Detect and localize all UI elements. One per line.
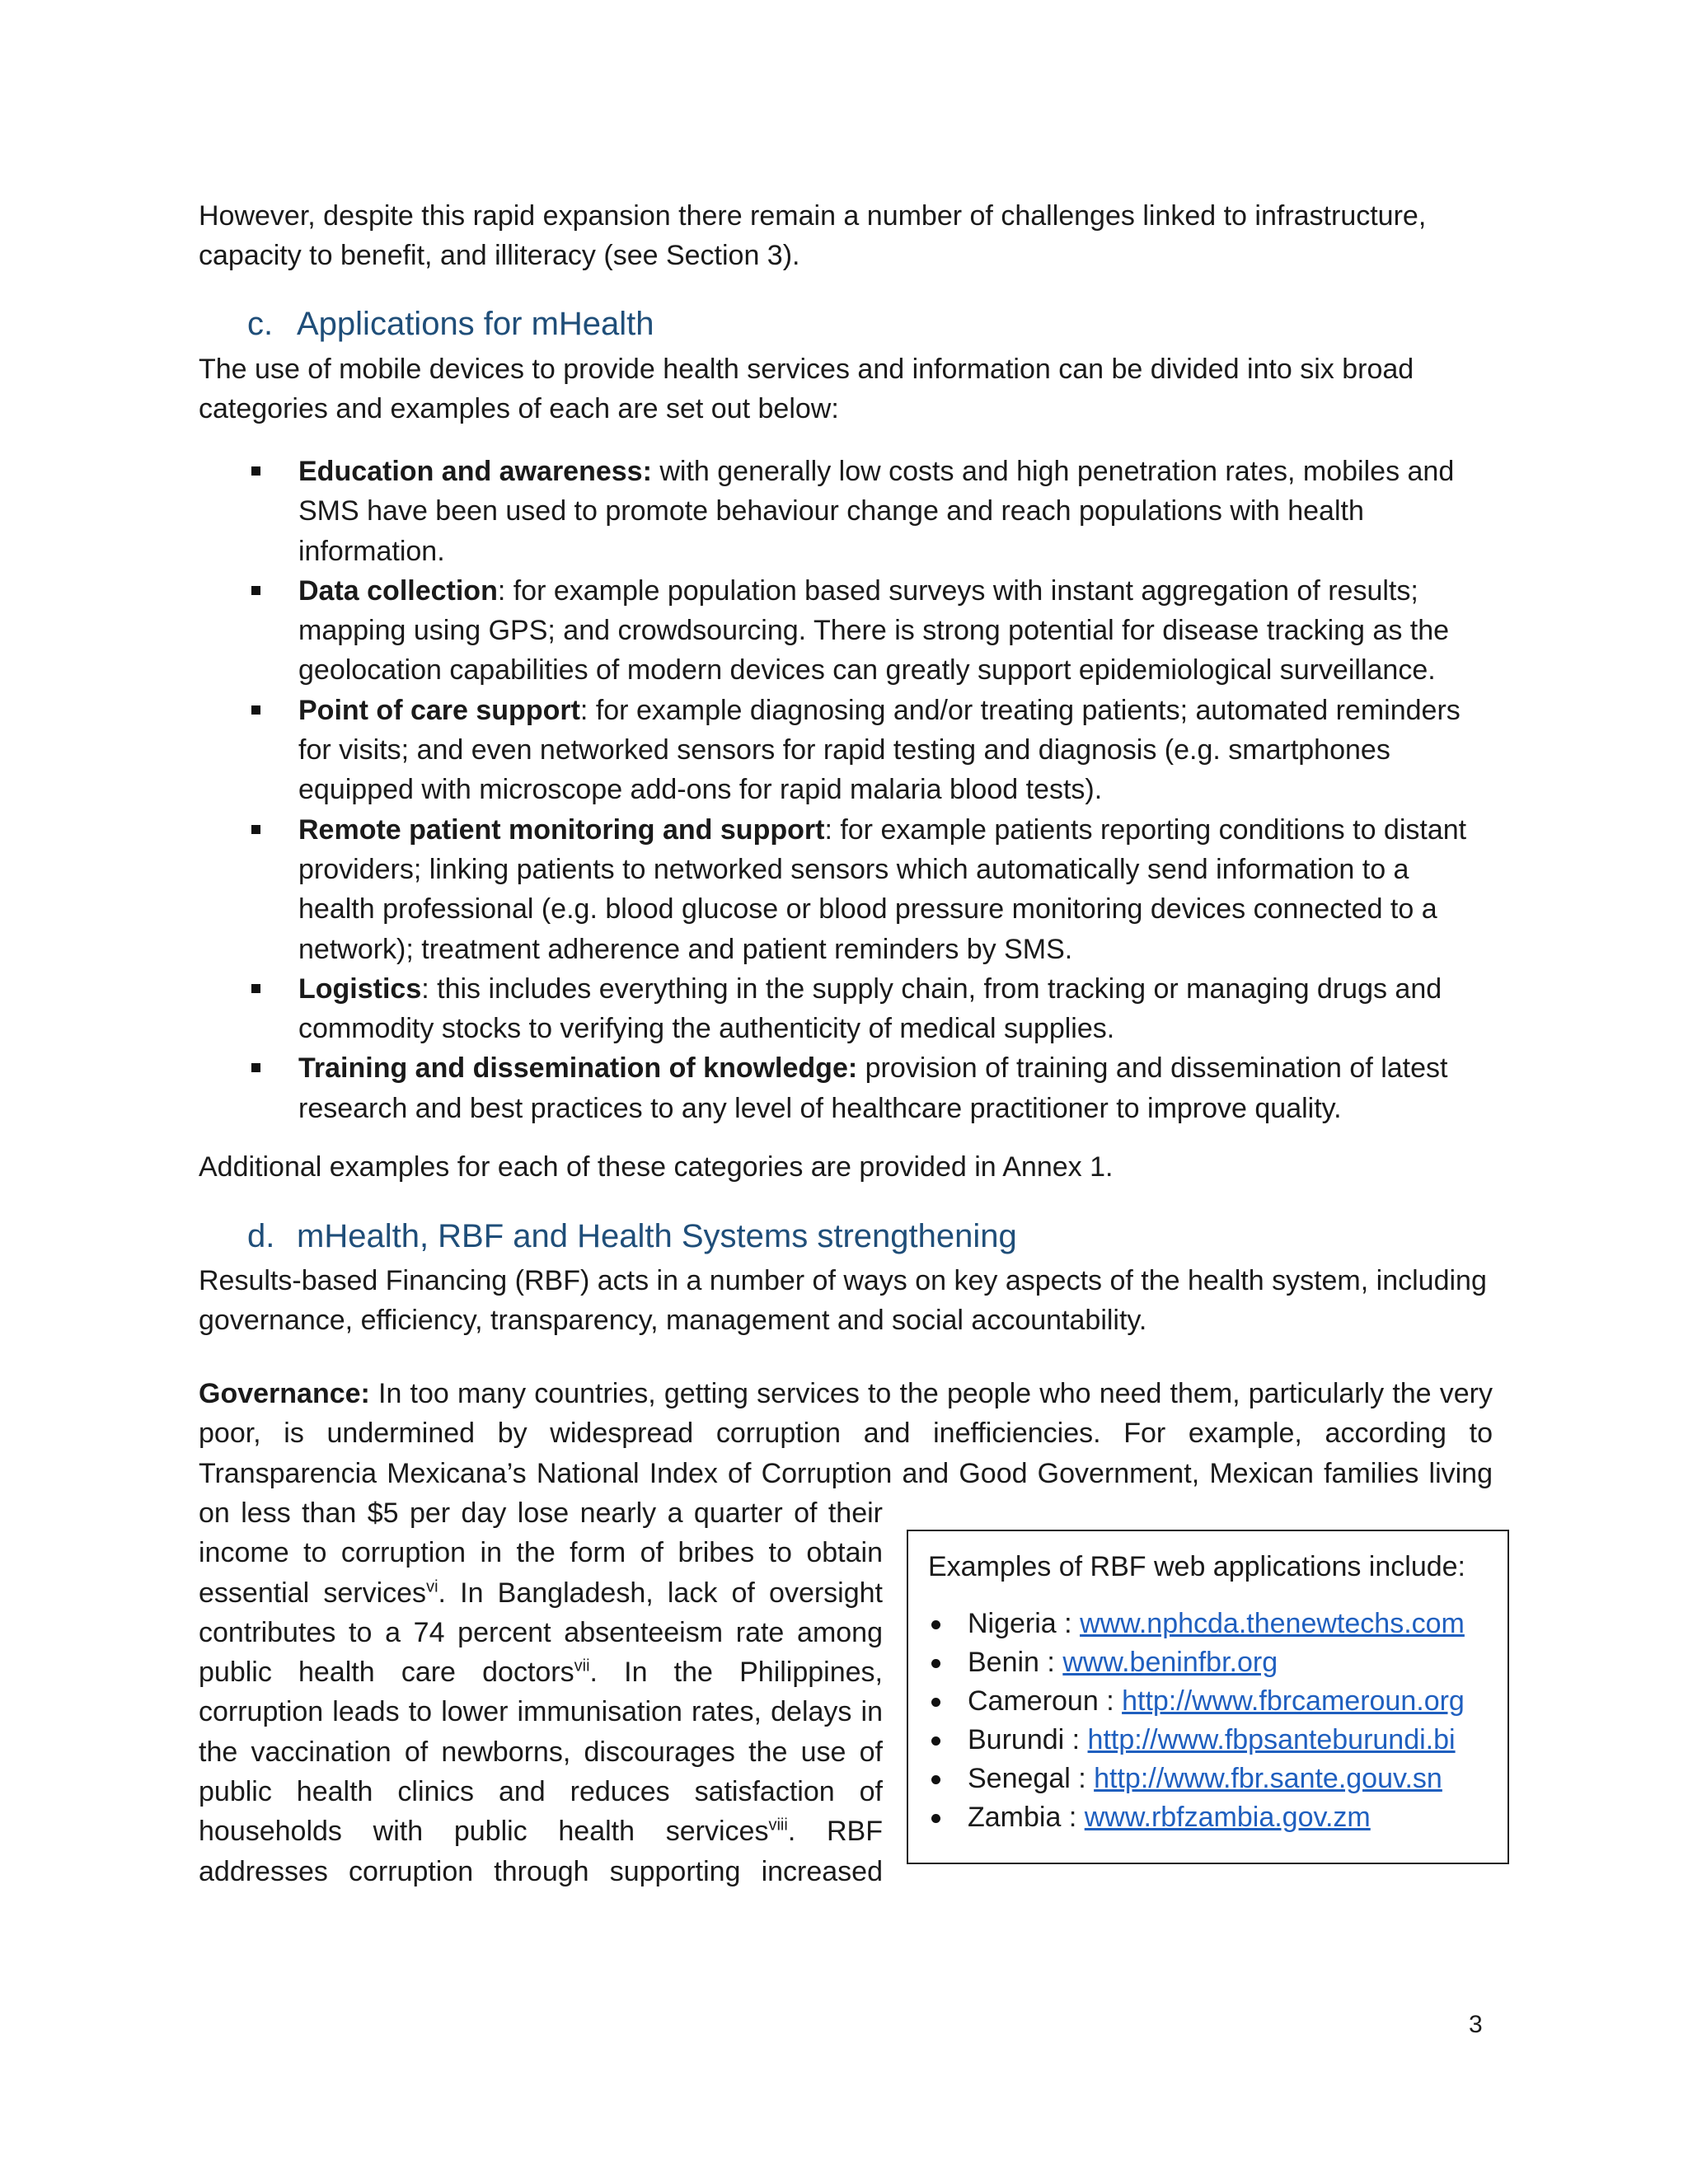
country-label: Benin : — [968, 1647, 1063, 1678]
square-bullet-icon — [251, 466, 260, 476]
governance-line — [199, 1374, 1493, 1413]
bullet-dot-icon — [931, 1775, 940, 1784]
intro-line: capacity to benefit, and illiteracy (see Section 3). — [199, 240, 800, 271]
bullet-text: with generally low costs and high penetration rates, mobiles and — [651, 456, 1455, 487]
square-bullet-icon — [251, 705, 260, 715]
column-text: . In Bangladesh, lack of oversight — [438, 1577, 883, 1609]
country-label: Zambia : — [968, 1802, 1085, 1833]
column-line: on less than $5 per day lose nearly a quarter of their — [199, 1497, 883, 1529]
bullet-text: : for example population based surveys with instant aggregation of results; — [497, 574, 1418, 607]
rbf-link-zambia[interactable]: www.rbfzambia.gov.zm — [1084, 1802, 1371, 1833]
bullet-dot-icon — [931, 1736, 940, 1746]
square-bullet-icon — [251, 825, 260, 834]
bullet-label: Logistics — [298, 972, 422, 1005]
section-c-letter: c. — [247, 306, 274, 342]
governance-column — [199, 1493, 883, 1891]
rbf-link-cameroun[interactable]: http://www.fbrcameroun.org — [1122, 1685, 1465, 1717]
column-text: households with public health services — [199, 1816, 769, 1848]
page-number: 3 — [1469, 2011, 1483, 2038]
column-line: corruption leads to lower immunisation rates, delays in — [199, 1696, 883, 1728]
bullet-label: Education and awareness: — [298, 456, 652, 487]
paragraph-line: The use of mobile devices to provide health services and information can be divided into six broad — [199, 354, 1414, 385]
mhealth-categories-list — [298, 452, 1477, 1128]
list-item — [298, 1048, 1477, 1128]
bullet-dot-icon — [931, 1620, 940, 1629]
country-label: Burundi : — [968, 1724, 1088, 1755]
rbf-link-benin[interactable]: www.beninfbr.org — [1062, 1647, 1278, 1678]
list-item — [928, 1798, 1488, 1837]
governance-text: In too many countries, getting services to the people who need them, particularly the very — [369, 1378, 1493, 1409]
section-d-letter: d. — [247, 1218, 275, 1254]
section-d-title: mHealth, RBF and Health Systems strengthening — [297, 1218, 1017, 1254]
bullet-text: : this includes everything in the supply chain, from tracking or managing drugs and — [421, 972, 1442, 1005]
list-item — [298, 810, 1477, 969]
square-bullet-icon — [251, 1063, 260, 1072]
list-item — [298, 969, 1477, 1049]
paragraph-line: governance, efficiency, transparency, management and social accountability. — [199, 1305, 1147, 1336]
bullet-label: Point of care support — [298, 694, 580, 726]
list-item — [928, 1605, 1488, 1643]
bullet-label: Data collection — [298, 574, 498, 607]
bullet-line: geolocation capabilities of modern devices can greatly support epidemiological surveillance. — [298, 654, 1436, 687]
section-d-paragraph — [199, 1261, 1491, 1340]
column-line — [199, 1652, 883, 1692]
square-bullet-icon — [251, 586, 260, 595]
column-line: income to corruption in the form of bribes to obtain — [199, 1537, 883, 1569]
bullet-line: mapping using GPS; and crowdsourcing. There is strong potential for disease tracking as the — [298, 615, 1450, 647]
bullet-label: Training and dissemination of knowledge: — [298, 1052, 858, 1085]
bullet-dot-icon — [931, 1659, 940, 1668]
column-text: public health care doctors — [199, 1657, 574, 1689]
intro-line: However, despite this rapid expansion there remain a number of challenges linked to infrastructure, — [199, 200, 1427, 232]
column-text: . In the Philippines, — [589, 1657, 884, 1689]
section-d-heading — [247, 1216, 1017, 1257]
section-c-heading — [247, 303, 654, 344]
bullet-text: : for example patients reporting conditions to distant — [824, 813, 1467, 846]
bullet-line: research and best practices to any level of healthcare practitioner to improve quality. — [298, 1092, 1342, 1124]
section-c-title: Applications for mHealth — [297, 306, 654, 342]
column-line: addresses corruption through supporting increased — [199, 1855, 883, 1887]
column-line: the vaccination of newborns, discourages the use of — [199, 1736, 883, 1768]
rbf-examples-box — [907, 1530, 1509, 1864]
column-line: public health clinics and reduces satisfaction of — [199, 1776, 883, 1808]
governance-paragraph — [199, 1374, 1493, 1493]
country-label: Cameroun : — [968, 1685, 1123, 1717]
list-item — [298, 691, 1477, 810]
endnote-ref: vi — [426, 1577, 438, 1596]
bullet-line: commodity stocks to verifying the authenticity of medical supplies. — [298, 1013, 1115, 1045]
rbf-links-list — [928, 1605, 1488, 1837]
square-bullet-icon — [251, 984, 260, 993]
bullet-label: Remote patient monitoring and support — [298, 813, 825, 846]
list-item — [298, 452, 1477, 571]
country-label: Nigeria : — [968, 1608, 1081, 1639]
intro-paragraph — [199, 196, 1491, 275]
bullet-line: information. — [298, 535, 445, 567]
endnote-ref: viii — [768, 1816, 788, 1835]
section-c-closing: Additional examples for each of these categories are provided in Annex 1. — [199, 1151, 1114, 1183]
bullet-text: provision of training and dissemination of latest — [857, 1052, 1448, 1085]
list-item — [928, 1643, 1488, 1682]
governance-line: Transparencia Mexicana’s National Index of Corruption and Good Government, Mexican families living — [199, 1457, 1493, 1489]
bullet-text: : for example diagnosing and/or treating patients; automated reminders — [579, 694, 1461, 726]
governance-line: poor, is undermined by widespread corruption and inefficiencies. For example, according to — [199, 1418, 1493, 1450]
list-item — [298, 571, 1477, 691]
rbf-box-title: Examples of RBF web applications include: — [928, 1551, 1465, 1582]
bullet-line: providers; linking patients to networked sensors which automatically send information to a — [298, 853, 1409, 885]
list-item — [928, 1760, 1488, 1798]
column-text: . RBF — [787, 1816, 883, 1848]
list-item — [928, 1721, 1488, 1760]
bullet-dot-icon — [931, 1814, 940, 1823]
bullet-line: SMS have been used to promote behaviour change and reach populations with health — [298, 495, 1364, 527]
section-c-paragraph — [199, 349, 1491, 429]
column-text: essential services — [199, 1577, 427, 1609]
bullet-line: health professional (e.g. blood glucose or blood pressure monitoring devices connected to a — [298, 893, 1437, 926]
country-label: Senegal : — [968, 1763, 1095, 1794]
governance-label: Governance: — [199, 1378, 370, 1409]
column-line — [199, 1573, 883, 1613]
bullet-line: for visits; and even networked sensors for rapid testing and diagnosis (e.g. smartphones — [298, 734, 1390, 766]
paragraph-line: Results-based Financing (RBF) acts in a number of ways on key aspects of the health system, including — [199, 1265, 1487, 1296]
list-item — [928, 1682, 1488, 1721]
rbf-link-senegal[interactable]: http://www.fbr.sante.gouv.sn — [1094, 1763, 1442, 1794]
column-line: contributes to a 74 percent absenteeism rate among — [199, 1616, 883, 1648]
endnote-ref: vii — [574, 1657, 590, 1675]
bullet-line: equipped with microscope add-ons for rapid malaria blood tests). — [298, 774, 1103, 806]
bullet-line: network); treatment adherence and patient reminders by SMS. — [298, 933, 1073, 965]
rbf-link-nigeria[interactable]: www.nphcda.thenewtechs.com — [1080, 1608, 1465, 1639]
rbf-link-burundi[interactable]: http://www.fbpsanteburundi.bi — [1087, 1724, 1456, 1755]
bullet-dot-icon — [931, 1698, 940, 1707]
paragraph-line: categories and examples of each are set out below: — [199, 393, 839, 424]
column-line — [199, 1811, 883, 1851]
